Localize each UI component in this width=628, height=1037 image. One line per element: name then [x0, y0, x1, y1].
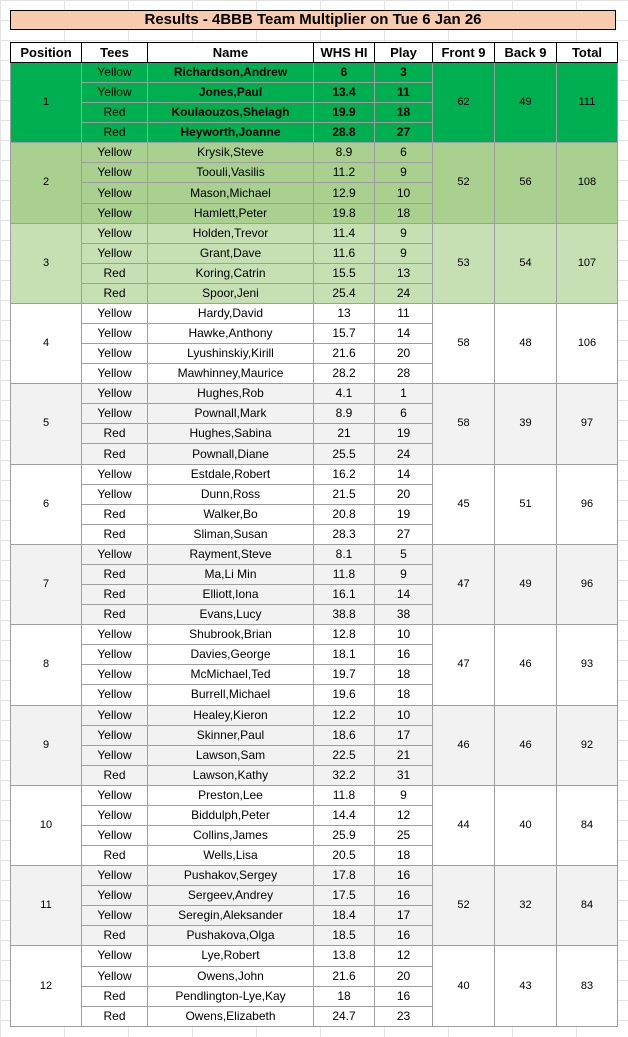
team-position: 8 [11, 625, 82, 705]
player-play: 27 [375, 524, 433, 544]
player-play: 3 [375, 63, 433, 83]
player-whs-hi: 18 [314, 986, 375, 1006]
player-play: 11 [375, 83, 433, 103]
team-front-9: 44 [433, 785, 495, 865]
player-play: 23 [375, 1006, 433, 1026]
player-tees: Red [82, 765, 148, 785]
player-whs-hi: 6 [314, 63, 375, 83]
player-tees: Red [82, 926, 148, 946]
player-name: Ma,Li Min [148, 564, 314, 584]
player-name: Holden,Trevor [148, 223, 314, 243]
team-back-9: 54 [495, 223, 557, 303]
player-tees: Red [82, 846, 148, 866]
player-whs-hi: 8.9 [314, 404, 375, 424]
team-total: 92 [557, 705, 618, 785]
team-back-9: 48 [495, 303, 557, 383]
player-whs-hi: 11.6 [314, 243, 375, 263]
table-row [11, 625, 618, 645]
player-play: 1 [375, 384, 433, 404]
table-row [11, 303, 618, 323]
team-front-9: 52 [433, 143, 495, 223]
player-whs-hi: 11.4 [314, 223, 375, 243]
player-name: Biddulph,Peter [148, 805, 314, 825]
player-tees: Red [82, 424, 148, 444]
player-name: Healey,Kieron [148, 705, 314, 725]
player-whs-hi: 28.2 [314, 364, 375, 384]
player-play: 10 [375, 625, 433, 645]
player-tees: Yellow [82, 203, 148, 223]
player-whs-hi: 11.8 [314, 785, 375, 805]
player-play: 9 [375, 163, 433, 183]
player-tees: Yellow [82, 866, 148, 886]
player-play: 20 [375, 344, 433, 364]
player-name: Pendlington-Lye,Kay [148, 986, 314, 1006]
player-name: Elliott,Iona [148, 585, 314, 605]
team-total: 84 [557, 866, 618, 946]
team-position: 2 [11, 143, 82, 223]
player-name: Collins,James [148, 825, 314, 845]
player-name: Pushakova,Olga [148, 926, 314, 946]
player-whs-hi: 25.9 [314, 825, 375, 845]
player-tees: Red [82, 524, 148, 544]
player-tees: Yellow [82, 364, 148, 384]
player-play: 18 [375, 665, 433, 685]
player-play: 20 [375, 966, 433, 986]
table-row [11, 384, 618, 404]
player-tees: Yellow [82, 745, 148, 765]
player-whs-hi: 8.9 [314, 143, 375, 163]
player-whs-hi: 25.4 [314, 283, 375, 303]
player-tees: Yellow [82, 785, 148, 805]
player-play: 16 [375, 866, 433, 886]
table-row [11, 143, 618, 163]
player-name: Toouli,Vasilis [148, 163, 314, 183]
player-play: 24 [375, 283, 433, 303]
player-play: 9 [375, 785, 433, 805]
team-total: 96 [557, 544, 618, 624]
player-play: 25 [375, 825, 433, 845]
player-play: 24 [375, 444, 433, 464]
table-row [11, 785, 618, 805]
player-play: 10 [375, 705, 433, 725]
player-tees: Red [82, 986, 148, 1006]
player-name: Mason,Michael [148, 183, 314, 203]
player-tees: Yellow [82, 886, 148, 906]
header-row [11, 43, 618, 63]
player-name: Spoor,Jeni [148, 283, 314, 303]
player-tees: Yellow [82, 625, 148, 645]
team-back-9: 39 [495, 384, 557, 464]
player-tees: Red [82, 585, 148, 605]
team-total: 111 [557, 63, 618, 143]
header-name: Name [148, 43, 314, 63]
player-name: Lawson,Kathy [148, 765, 314, 785]
header-tees: Tees [82, 43, 148, 63]
team-position: 5 [11, 384, 82, 464]
player-name: Mawhinney,Maurice [148, 364, 314, 384]
player-name: Skinner,Paul [148, 725, 314, 745]
player-play: 11 [375, 303, 433, 323]
player-tees: Red [82, 605, 148, 625]
player-name: Rayment,Steve [148, 544, 314, 564]
player-play: 16 [375, 986, 433, 1006]
player-tees: Red [82, 564, 148, 584]
player-whs-hi: 4.1 [314, 384, 375, 404]
player-play: 18 [375, 203, 433, 223]
player-name: Hawke,Anthony [148, 324, 314, 344]
player-play: 12 [375, 946, 433, 966]
player-whs-hi: 15.5 [314, 263, 375, 283]
team-back-9: 49 [495, 544, 557, 624]
player-play: 17 [375, 725, 433, 745]
player-tees: Yellow [82, 404, 148, 424]
player-tees: Yellow [82, 303, 148, 323]
player-whs-hi: 18.5 [314, 926, 375, 946]
player-name: Koulaouzos,Shelagh [148, 103, 314, 123]
table-row [11, 63, 618, 83]
player-play: 18 [375, 846, 433, 866]
player-name: Sergeev,Andrey [148, 886, 314, 906]
player-name: Dunn,Ross [148, 484, 314, 504]
player-name: Lyushinskiy,Kirill [148, 344, 314, 364]
table-row [11, 866, 618, 886]
player-tees: Red [82, 444, 148, 464]
header-front-9: Front 9 [433, 43, 495, 63]
player-play: 16 [375, 926, 433, 946]
player-whs-hi: 18.6 [314, 725, 375, 745]
team-back-9: 56 [495, 143, 557, 223]
player-name: Walker,Bo [148, 504, 314, 524]
player-play: 16 [375, 645, 433, 665]
player-name: Lawson,Sam [148, 745, 314, 765]
player-whs-hi: 21.6 [314, 344, 375, 364]
player-name: Pownall,Mark [148, 404, 314, 424]
player-name: Koring,Catrin [148, 263, 314, 283]
team-front-9: 46 [433, 705, 495, 785]
player-tees: Yellow [82, 484, 148, 504]
player-tees: Yellow [82, 544, 148, 564]
player-play: 17 [375, 906, 433, 926]
team-total: 107 [557, 223, 618, 303]
player-tees: Yellow [82, 705, 148, 725]
player-whs-hi: 28.3 [314, 524, 375, 544]
player-tees: Yellow [82, 324, 148, 344]
team-total: 84 [557, 785, 618, 865]
team-back-9: 43 [495, 946, 557, 1027]
player-play: 10 [375, 183, 433, 203]
table-row [11, 464, 618, 484]
player-whs-hi: 13 [314, 303, 375, 323]
player-whs-hi: 19.7 [314, 665, 375, 685]
player-name: Seregin,Aleksander [148, 906, 314, 926]
player-tees: Yellow [82, 83, 148, 103]
player-name: McMichael,Ted [148, 665, 314, 685]
player-play: 27 [375, 123, 433, 143]
player-play: 28 [375, 364, 433, 384]
team-position: 11 [11, 866, 82, 946]
results-title: Results - 4BBB Team Multiplier on Tue 6 Jan 26 [10, 10, 616, 30]
player-tees: Yellow [82, 183, 148, 203]
player-play: 21 [375, 745, 433, 765]
player-play: 9 [375, 564, 433, 584]
player-whs-hi: 12.9 [314, 183, 375, 203]
player-play: 18 [375, 103, 433, 123]
player-tees: Yellow [82, 665, 148, 685]
player-play: 6 [375, 143, 433, 163]
team-front-9: 58 [433, 303, 495, 383]
player-tees: Red [82, 283, 148, 303]
player-name: Davies,George [148, 645, 314, 665]
player-whs-hi: 13.8 [314, 946, 375, 966]
team-position: 6 [11, 464, 82, 544]
player-play: 16 [375, 886, 433, 906]
player-tees: Yellow [82, 243, 148, 263]
player-play: 19 [375, 424, 433, 444]
player-tees: Red [82, 1006, 148, 1026]
player-tees: Yellow [82, 805, 148, 825]
team-position: 1 [11, 63, 82, 143]
player-whs-hi: 11.8 [314, 564, 375, 584]
team-total: 108 [557, 143, 618, 223]
player-name: Krysik,Steve [148, 143, 314, 163]
player-play: 14 [375, 324, 433, 344]
team-total: 96 [557, 464, 618, 544]
player-whs-hi: 17.5 [314, 886, 375, 906]
player-play: 14 [375, 585, 433, 605]
player-play: 6 [375, 404, 433, 424]
player-play: 31 [375, 765, 433, 785]
header-back-9: Back 9 [495, 43, 557, 63]
player-whs-hi: 12.8 [314, 625, 375, 645]
player-tees: Red [82, 263, 148, 283]
results-body [11, 63, 618, 1027]
table-row [11, 223, 618, 243]
player-tees: Yellow [82, 143, 148, 163]
player-name: Shubrook,Brian [148, 625, 314, 645]
player-whs-hi: 8.1 [314, 544, 375, 564]
player-whs-hi: 18.1 [314, 645, 375, 665]
player-tees: Red [82, 103, 148, 123]
player-tees: Yellow [82, 344, 148, 364]
player-whs-hi: 13.4 [314, 83, 375, 103]
player-whs-hi: 20.5 [314, 846, 375, 866]
player-name: Hamlett,Peter [148, 203, 314, 223]
player-name: Owens,John [148, 966, 314, 986]
player-name: Wells,Lisa [148, 846, 314, 866]
player-tees: Yellow [82, 645, 148, 665]
player-whs-hi: 38.8 [314, 605, 375, 625]
player-whs-hi: 19.8 [314, 203, 375, 223]
player-tees: Yellow [82, 464, 148, 484]
player-whs-hi: 21.6 [314, 966, 375, 986]
player-whs-hi: 28.8 [314, 123, 375, 143]
player-name: Sliman,Susan [148, 524, 314, 544]
player-tees: Red [82, 504, 148, 524]
team-front-9: 40 [433, 946, 495, 1027]
player-tees: Yellow [82, 685, 148, 705]
player-play: 9 [375, 243, 433, 263]
team-position: 7 [11, 544, 82, 624]
header-position: Position [11, 43, 82, 63]
player-whs-hi: 25.5 [314, 444, 375, 464]
player-name: Hughes,Rob [148, 384, 314, 404]
player-tees: Yellow [82, 223, 148, 243]
player-whs-hi: 32.2 [314, 765, 375, 785]
player-whs-hi: 15.7 [314, 324, 375, 344]
header-total: Total [557, 43, 618, 63]
player-whs-hi: 16.1 [314, 585, 375, 605]
player-play: 12 [375, 805, 433, 825]
team-total: 97 [557, 384, 618, 464]
team-position: 3 [11, 223, 82, 303]
player-play: 14 [375, 464, 433, 484]
team-front-9: 45 [433, 464, 495, 544]
player-play: 9 [375, 223, 433, 243]
team-back-9: 46 [495, 625, 557, 705]
player-whs-hi: 19.9 [314, 103, 375, 123]
team-back-9: 46 [495, 705, 557, 785]
team-front-9: 62 [433, 63, 495, 143]
player-play: 13 [375, 263, 433, 283]
team-position: 10 [11, 785, 82, 865]
team-position: 9 [11, 705, 82, 785]
team-back-9: 51 [495, 464, 557, 544]
player-name: Pownall,Diane [148, 444, 314, 464]
player-whs-hi: 24.7 [314, 1006, 375, 1026]
results-table [10, 42, 618, 1027]
player-name: Burrell,Michael [148, 685, 314, 705]
player-name: Heyworth,Joanne [148, 123, 314, 143]
player-tees: Yellow [82, 966, 148, 986]
team-back-9: 49 [495, 63, 557, 143]
team-front-9: 53 [433, 223, 495, 303]
player-tees: Yellow [82, 163, 148, 183]
team-front-9: 58 [433, 384, 495, 464]
player-name: Richardson,Andrew [148, 63, 314, 83]
team-front-9: 47 [433, 625, 495, 705]
table-row [11, 705, 618, 725]
player-name: Evans,Lucy [148, 605, 314, 625]
player-tees: Yellow [82, 906, 148, 926]
team-position: 4 [11, 303, 82, 383]
player-tees: Yellow [82, 63, 148, 83]
player-whs-hi: 11.2 [314, 163, 375, 183]
team-front-9: 47 [433, 544, 495, 624]
player-name: Owens,Elizabeth [148, 1006, 314, 1026]
player-whs-hi: 17.8 [314, 866, 375, 886]
table-row [11, 544, 618, 564]
team-back-9: 40 [495, 785, 557, 865]
header-whs-hi: WHS HI [314, 43, 375, 63]
player-name: Estdale,Robert [148, 464, 314, 484]
team-total: 106 [557, 303, 618, 383]
player-tees: Yellow [82, 825, 148, 845]
player-name: Grant,Dave [148, 243, 314, 263]
player-name: Pushakov,Sergey [148, 866, 314, 886]
team-back-9: 32 [495, 866, 557, 946]
player-whs-hi: 16.2 [314, 464, 375, 484]
player-play: 19 [375, 504, 433, 524]
player-whs-hi: 19.6 [314, 685, 375, 705]
player-whs-hi: 12.2 [314, 705, 375, 725]
player-whs-hi: 18.4 [314, 906, 375, 926]
player-name: Lye,Robert [148, 946, 314, 966]
player-whs-hi: 21.5 [314, 484, 375, 504]
player-tees: Yellow [82, 384, 148, 404]
player-whs-hi: 21 [314, 424, 375, 444]
player-name: Jones,Paul [148, 83, 314, 103]
team-total: 83 [557, 946, 618, 1027]
player-play: 18 [375, 685, 433, 705]
player-whs-hi: 20.8 [314, 504, 375, 524]
player-play: 20 [375, 484, 433, 504]
player-play: 5 [375, 544, 433, 564]
header-play: Play [375, 43, 433, 63]
player-whs-hi: 22.5 [314, 745, 375, 765]
player-name: Hughes,Sabina [148, 424, 314, 444]
team-position: 12 [11, 946, 82, 1027]
player-name: Preston,Lee [148, 785, 314, 805]
team-total: 93 [557, 625, 618, 705]
player-play: 38 [375, 605, 433, 625]
player-tees: Red [82, 123, 148, 143]
player-tees: Yellow [82, 725, 148, 745]
player-name: Hardy,David [148, 303, 314, 323]
table-row [11, 946, 618, 966]
team-front-9: 52 [433, 866, 495, 946]
player-whs-hi: 14.4 [314, 805, 375, 825]
player-tees: Yellow [82, 946, 148, 966]
